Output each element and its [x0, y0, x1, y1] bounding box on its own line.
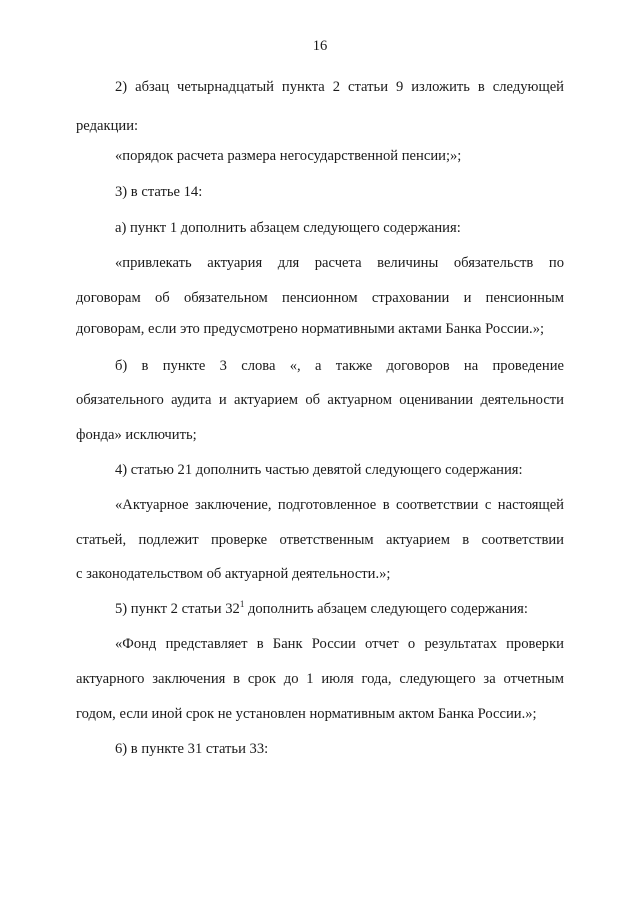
paragraph-line: актуарного заключения в срок до 1 июля года, следующего за отчетным	[76, 671, 564, 687]
paragraph-line: годом, если иной срок не установлен нормативным актом Банка России.»;	[76, 706, 537, 722]
paragraph-line: «порядок расчета размера негосударственной пенсии;»;	[115, 148, 462, 164]
paragraph-line: а) пункт 1 дополнить абзацем следующего содержания:	[115, 220, 461, 236]
paragraph-line: с законодательством об актуарной деятельности.»;	[76, 566, 391, 582]
paragraph-line: обязательного аудита и актуарием об актуарном оценивании деятельности	[76, 392, 564, 408]
paragraph-line: 3) в статье 14:	[115, 184, 203, 200]
line-text: дополнить абзацем следующего содержания:	[244, 601, 528, 617]
paragraph-line: «Фонд представляет в Банк России отчет о результатах проверки	[115, 636, 564, 652]
paragraph-line: 4) статью 21 дополнить частью девятой следующего содержания:	[115, 462, 523, 478]
paragraph-line: 6) в пункте 31 статьи 33:	[115, 741, 269, 757]
paragraph-line: «привлекать актуария для расчета величины обязательств по	[115, 255, 564, 271]
paragraph-line: фонда» исключить;	[76, 427, 197, 443]
paragraph-line: 2) абзац четырнадцатый пункта 2 статьи 9 изложить в следующей	[115, 79, 564, 95]
paragraph-line: договорам об обязательном пенсионном страховании и пенсионным	[76, 290, 564, 306]
paragraph-line: «Актуарное заключение, подготовленное в соответствии с настоящей	[115, 497, 564, 513]
superscript: 1	[239, 599, 245, 609]
paragraph-line: редакции:	[76, 118, 139, 134]
line-text: 5) пункт 2 статьи 32	[115, 601, 240, 617]
paragraph-line: б) в пункте 3 слова «, а также договоров на проведение	[115, 358, 564, 374]
paragraph-line: договорам, если это предусмотрено нормативными актами Банка России.»;	[76, 321, 545, 337]
paragraph-line: статьей, подлежит проверке ответственным актуарием в соответствии	[76, 532, 564, 548]
page-number: 16	[312, 38, 328, 54]
paragraph-line	[115, 600, 564, 619]
